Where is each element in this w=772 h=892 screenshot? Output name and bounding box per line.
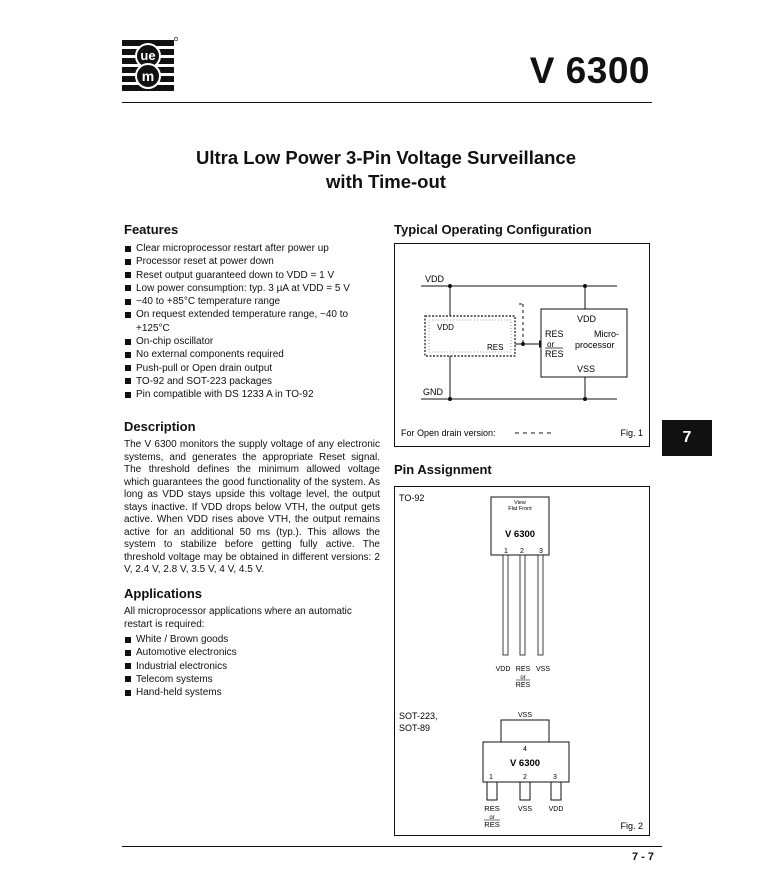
svg-text:RES: RES: [484, 820, 500, 829]
ic-vdd-label: VDD: [437, 323, 454, 332]
svg-text:2: 2: [523, 774, 527, 781]
pin-assignment-heading: Pin Assignment: [394, 462, 492, 477]
feature-item: No external components required: [124, 348, 374, 361]
ic-res-label: RES: [487, 343, 504, 352]
part-number: V 6300: [529, 50, 650, 91]
feature-item: On request extended temperature range, −40 to +125°C: [124, 308, 374, 335]
svg-text:2: 2: [520, 548, 524, 555]
gnd-rail-label: GND: [423, 387, 443, 397]
svg-text:or: or: [489, 815, 495, 821]
application-item: Industrial electronics: [124, 660, 380, 673]
vdd-rail-label: VDD: [425, 274, 445, 284]
open-drain-note: For Open drain version:: [401, 428, 496, 438]
description-body: The V 6300 monitors the supply voltage of any electronic systems, and generates the appropriate Reset signal. The threshold defines the minimum allowed voltage which guarantees the good functionality of the system. As long as VDD stays upside this voltage level, the output stays inactive. If VDD drops below VTH, the output gets active. When VDD rises above VTH, the output remains active for an additional 50 ms (typ.). This allows the system to stabilize before getting fully active. The threshold voltage may be obtained in different versions: 2 V, 2.4 V, 2.8 V, 3.5 V, 4 V, 4.5 V.: [124, 439, 380, 575]
description-heading: Description: [124, 419, 196, 434]
company-logo: [122, 36, 178, 94]
features-heading: Features: [124, 222, 179, 237]
to92-label: TO-92: [399, 493, 425, 503]
feature-item: Low power consumption: typ. 3 µA at VDD = 5 V: [124, 282, 374, 295]
feature-item: Push-pull or Open drain output: [124, 362, 374, 375]
svg-text:or: or: [520, 675, 526, 681]
to92-pin1-label: VDD: [495, 666, 511, 673]
sot-tab-num: 4: [523, 746, 527, 753]
applications-heading: Applications: [124, 586, 203, 601]
feature-item: Pin compatible with DS 1233 A in TO-92: [124, 388, 374, 401]
description-section: [124, 419, 380, 577]
sot-label-2: SOT-89: [399, 723, 431, 733]
application-item: White / Brown goods: [124, 633, 380, 646]
document-title: [0, 146, 772, 194]
mp-name-line1: Micro-: [594, 329, 619, 339]
feature-item: Reset output guaranteed down to VDD = 1 V: [124, 269, 374, 282]
sot-label-1: SOT-223,: [399, 711, 438, 721]
mp-name-line2: processor: [575, 340, 615, 350]
figure-2-pin-diagram: [394, 486, 650, 836]
to92-part-name: V 6300: [504, 529, 536, 540]
svg-text:3: 3: [553, 774, 557, 781]
feature-item: TO-92 and SOT-223 packages: [124, 375, 374, 388]
mp-or-label: or: [547, 340, 555, 349]
svg-text:1: 1: [489, 774, 493, 781]
feature-item: On-chip oscillator: [124, 335, 374, 348]
sot-tab-label: VSS: [517, 712, 533, 719]
sot-pin3-label: VDD: [548, 806, 564, 813]
title-line-2: with Time-out: [326, 171, 446, 192]
features-section: [124, 222, 374, 402]
application-item: Hand-held systems: [124, 686, 380, 699]
figure-1-config-diagram: [394, 243, 650, 447]
sot-pin1-label: RES: [484, 804, 500, 813]
fig2-label: Fig. 2: [620, 821, 643, 831]
applications-section: [124, 586, 380, 699]
applications-intro: All microprocessor applications where an automatic restart is required:: [124, 606, 352, 630]
to92-pin3-label: VSS: [535, 666, 551, 673]
mp-res-label: RES: [545, 329, 564, 339]
page-number: 7 - 7: [631, 851, 654, 863]
mp-vdd-label: VDD: [577, 314, 597, 324]
config-heading: Typical Operating Configuration: [394, 222, 592, 237]
feature-item: Processor reset at power down: [124, 255, 374, 268]
title-line-1: Ultra Low Power 3-Pin Voltage Surveillance: [195, 147, 577, 168]
fig1-label: Fig. 1: [620, 428, 643, 438]
to92-pin2-label: RES: [515, 666, 531, 673]
svg-text:3: 3: [539, 548, 543, 555]
svg-text:m: m: [141, 68, 155, 84]
to92-view-text: View: [514, 500, 526, 506]
feature-item: −40 to +85°C temperature range: [124, 295, 374, 308]
svg-text:ue: ue: [140, 48, 156, 63]
feature-item: Clear microprocessor restart after power up: [124, 242, 374, 255]
mp-vss-label: VSS: [577, 364, 596, 374]
footer-rule: [122, 846, 662, 847]
sot-part-name: V 6300: [509, 758, 541, 769]
to92-flatfront-text: Flat Front: [508, 506, 532, 512]
application-item: Automotive electronics: [124, 646, 380, 659]
application-item: Telecom systems: [124, 673, 380, 686]
mp-res-bar-label: RES: [545, 349, 564, 359]
header-rule: [122, 102, 652, 103]
sot-pin2-label: VSS: [517, 806, 533, 813]
chapter-tab: 7: [662, 420, 712, 456]
svg-text:1: 1: [504, 548, 508, 555]
svg-text:RES: RES: [515, 682, 531, 689]
